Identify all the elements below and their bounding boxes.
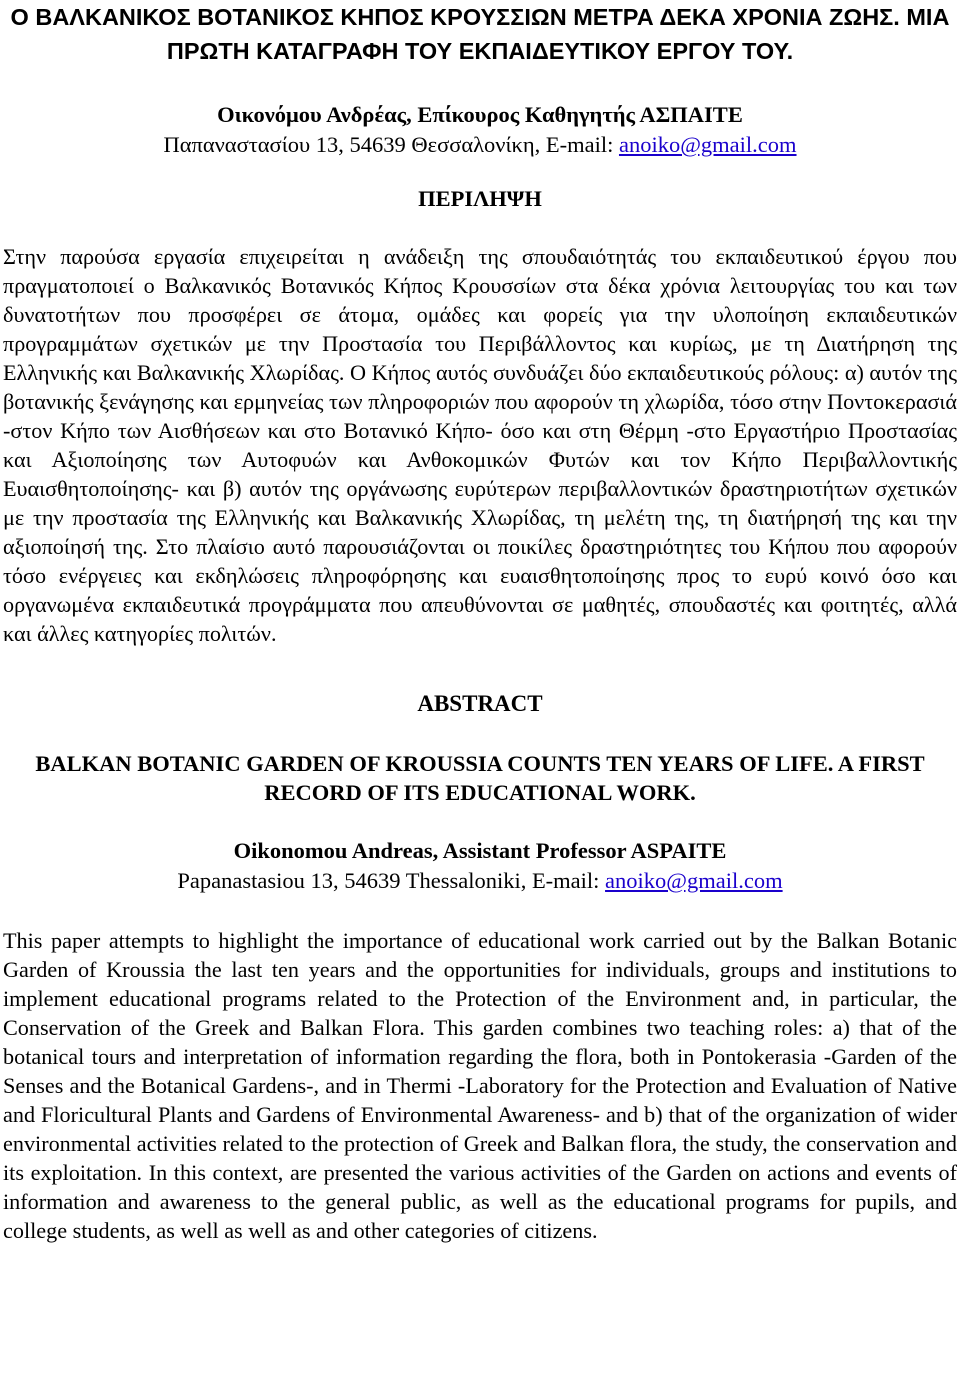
english-author-line: Oikonomou Andreas, Assistant Professor ASPAITE <box>233 838 727 863</box>
greek-address-line <box>3 130 957 160</box>
greek-email-link[interactable]: anoiko@gmail.com <box>618 132 797 157</box>
english-email-link[interactable]: anoiko@gmail.com <box>605 868 783 893</box>
greek-author-line: Οικονόμου Ανδρέας, Επίκουρος Καθηγητής ΑΣΠΑΙΤΕ <box>217 102 743 127</box>
greek-address-text: Παπαναστασίου 13, 54639 Θεσσαλονίκη, E-mail: <box>163 132 619 157</box>
english-address-text: Papanastasiou 13, 54639 Thessaloniki, E-mail: <box>177 868 606 893</box>
greek-paper-title: Ο ΒΑΛΚΑΝΙΚΟΣ ΒΟΤΑΝΙΚΟΣ ΚΗΠΟΣ ΚΡΟΥΣΣΙΩΝ ΜΕΤΡΑ ΔΕΚΑ ΧΡΟΝΙΑ ΖΩΗΣ. ΜΙΑ ΠΡΩΤΗ ΚΑΤΑΓΡΑΦΗ ΤΟΥ ΕΚΠΑΙΔΕΥΤΙΚΟΥ ΕΡΓΟΥ ΤΟΥ. <box>10 4 950 64</box>
english-abstract-paragraph: This paper attempts to highlight the importance of educational work carried out by the Balkan Botanic Garden of Kroussia the last ten years and the opportunities for individuals, groups and institutions to implement educational programs related to the Protection of the Environment and, in particular, the Conservation of the Greek and Balkan Flora. This garden combines two teaching roles: a) that of the botanical tours and interpretation of information regarding the flora, both in Pontokerasia -Garden of the Senses and the Botanical Gardens-, and in Thermi -Laboratory for the Protection and Evaluation of Native and Floricultural Plants and Gardens of Environmental Awareness- and b) that of the organization of wider environmental activities related to the protection of Greek and Balkan flora, the study, the conservation and its exploitation. In this context, are presented the various activities of the Garden on actions and events of information and awareness to the general public, as well as the educational programs for pupils, and college students, as well as well as and other categories of citizens. <box>3 928 957 1243</box>
english-paper-title: BALKAN BOTANIC GARDEN OF KROUSSIA COUNTS TEN YEARS OF LIFE. A FIRST RECORD OF ITS EDUCATIONAL WORK. <box>35 751 925 805</box>
abstract-heading: ABSTRACT <box>417 691 543 716</box>
greek-summary-heading: ΠΕΡΙΛΗΨΗ <box>418 186 542 211</box>
greek-summary-paragraph: Στην παρούσα εργασία επιχειρείται η ανάδειξη της σπουδαιότητάς του εκπαιδευτικού έργου που πραγματοποιεί ο Βαλκανικός Βοτανικός Κήπος Κρουσσίων στα δέκα χρόνια λειτουργίας του και των δυνατοτήτων που προσφέρει σε άτομα, ομάδες και φορείς για την υλοποίηση εκπαιδευτικών προγραμμάτων σχετικών με την Προστασία του Περιβάλλοντος και κυρίως, με τη Διατήρηση της Ελληνικής και Βαλκανικής Χλωρίδας. Ο Κήπος αυτός συνδυάζει δύο εκπαιδευτικούς ρόλους: α) αυτόν της βοτανικής ξενάγησης και ερμηνείας των πληροφοριών που αφορούν τη χλωρίδα, τόσο στην Ποντοκερασιά -στον Κήπο των Αισθήσεων και στο Βοτανικό Κήπο- όσο και στη Θέρμη -στο Εργαστήριο Προστασίας και Αξιοποίησης των Αυτοφυών και Ανθοκομικών Φυτών και τον Κήπο Περιβαλλοντικής Ευαισθητοποίησης- και β) αυτόν της οργάνωσης ευρύτερων περιβαλλοντικών δραστηριοτήτων σχετικών με την προστασία της Ελληνικής και Βαλκανικής Χλωρίδας, τη μελέτη της, τη διατήρησή της και την αξιοποίησή της. Στο πλαίσιο αυτό παρουσιάζονται οι ποικίλες δραστηριότητες του Κήπου που αφορούν τόσο ενέργειες και εκδηλώσεις πληροφόρησης και ευαισθητοποίησης προς το ευρύ κοινό όσο και οργανωμένα εκπαιδευτικά προγράμματα που απευθύνονται σε μαθητές, σπουδαστές και φοιτητές, αλλά και άλλες κατηγορίες πολιτών. <box>3 244 957 646</box>
english-address-line <box>3 866 957 896</box>
